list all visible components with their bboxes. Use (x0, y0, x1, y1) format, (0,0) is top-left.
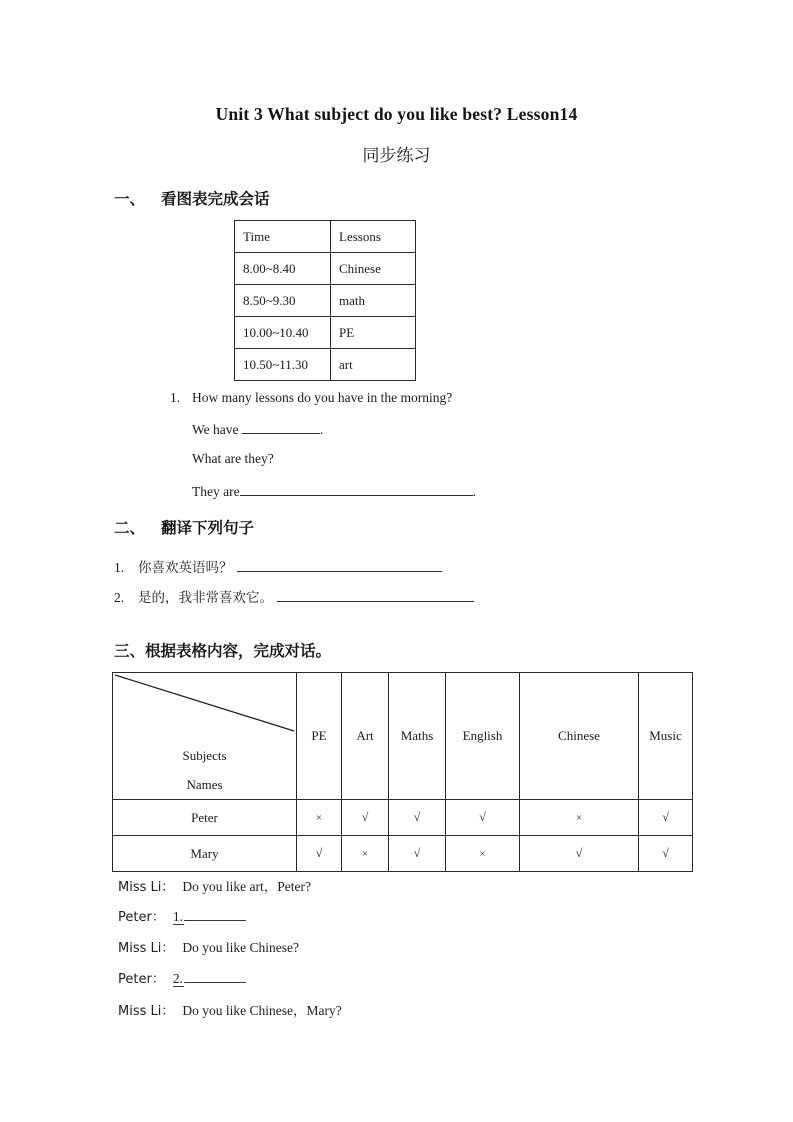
section-2-number: 二、 (114, 519, 146, 537)
section-3-title: 根据表格内容，完成对话。 (145, 642, 332, 660)
section-2-heading (114, 516, 254, 538)
section-1-heading (114, 187, 270, 209)
table-row (235, 349, 416, 381)
question-1-prompt: How many lessons do you have in the morning? (192, 390, 453, 405)
timetable-cell-time: 10.00~10.40 (235, 317, 331, 349)
grid-cell-peter-art: √ (342, 800, 389, 836)
grid-row-name-mary: Mary (113, 836, 297, 872)
dialogue-line-3 (118, 937, 299, 956)
dialogue-text: Do you like art，Peter? (182, 879, 311, 894)
question-2-prompt: What are they? (192, 451, 274, 466)
section-2-title: 翻译下列句子 (161, 519, 255, 537)
page-subtitle: 同步练习 (362, 146, 431, 166)
answer-2-line (192, 482, 476, 500)
dialogue-line-2 (118, 906, 246, 925)
grid-corner-cell (113, 673, 297, 800)
grid-header-chinese: Chinese (520, 673, 639, 800)
dialogue-answer-index: 2. (172, 971, 183, 986)
dialogue-line-1 (118, 875, 311, 895)
table-row (235, 253, 416, 285)
timetable-header-lessons: Lessons (331, 221, 416, 253)
grid-cell-mary-english: × (446, 836, 520, 872)
grid-cell-peter-music: √ (639, 800, 693, 836)
dialogue-text: Do you like Chinese，Mary? (182, 1003, 342, 1018)
grid-header-maths: Maths (389, 673, 446, 800)
table-header-row (113, 673, 693, 800)
dialogue-line-4 (118, 968, 246, 987)
grid-header-pe: PE (297, 673, 342, 800)
dialogue-speaker: Miss Li： (118, 941, 175, 956)
answer-1-suffix: . (319, 421, 324, 437)
translate-item-1-text: 你喜欢英语吗？ (138, 560, 233, 576)
translate-item-2-index: 2. (114, 590, 125, 605)
timetable-cell-time: 10.50~11.30 (235, 349, 331, 381)
grid-corner-label-subjects: Subjects (182, 748, 227, 763)
grid-cell-mary-chinese: √ (520, 836, 639, 872)
section-3-number: 三、 (114, 642, 146, 660)
grid-cell-mary-pe: √ (297, 836, 342, 872)
answer-2-prefix: They are (192, 483, 240, 499)
translate-item-2 (114, 586, 474, 606)
timetable-cell-lesson: Chinese (331, 253, 416, 285)
dialogue-text: Do you like Chinese? (182, 940, 299, 955)
dialogue-speaker: Peter： (118, 972, 165, 987)
translate-item-1 (114, 556, 442, 576)
dialogue-speaker: Miss Li： (118, 880, 175, 895)
grid-cell-peter-english: √ (446, 800, 520, 836)
section-1-number: 一、 (114, 190, 146, 208)
grid-header-english: English (446, 673, 520, 800)
grid-header-music: Music (639, 673, 693, 800)
translate-item-2-text: 是的，我非常喜欢它。 (138, 590, 273, 606)
grid-cell-mary-art: × (342, 836, 389, 872)
table-row (235, 317, 416, 349)
grid-cell-mary-maths: √ (389, 836, 446, 872)
dialogue-answer-blank-1[interactable] (184, 907, 246, 921)
answer-1-prefix: We have (192, 421, 239, 437)
grid-cell-mary-music: √ (639, 836, 693, 872)
timetable-cell-lesson: math (331, 285, 416, 317)
answer-1-blank[interactable] (242, 420, 320, 434)
page-title: Unit 3 What subject do you like best? Lesson14 (215, 104, 578, 124)
timetable-container (234, 220, 416, 381)
timetable-cell-time: 8.00~8.40 (235, 253, 331, 285)
dialogue-speaker: Miss Li： (118, 1004, 175, 1019)
timetable-header-time: Time (235, 221, 331, 253)
table-row (113, 800, 693, 836)
table-row (235, 221, 416, 253)
grid-corner-label-names: Names (186, 777, 223, 792)
dialogue-line-5 (118, 999, 342, 1019)
timetable (234, 220, 416, 381)
grid-row-name-peter: Peter (113, 800, 297, 836)
subject-grid (112, 672, 693, 872)
timetable-cell-lesson: art (331, 349, 416, 381)
timetable-cell-time: 8.50~9.30 (235, 285, 331, 317)
answer-2-suffix: . (472, 483, 476, 499)
table-row (235, 285, 416, 317)
translate-item-1-index: 1. (114, 560, 125, 575)
dialogue-speaker: Peter： (118, 910, 165, 925)
grid-cell-peter-chinese: × (520, 800, 639, 836)
subject-grid-container (112, 672, 693, 872)
translate-item-1-blank[interactable] (237, 558, 442, 572)
grid-cell-peter-maths: √ (389, 800, 446, 836)
answer-1-line (192, 420, 323, 438)
dialogue-answer-index: 1. (172, 909, 183, 924)
grid-header-art: Art (342, 673, 389, 800)
table-row (113, 836, 693, 872)
translate-item-2-blank[interactable] (277, 588, 474, 602)
question-1-number: 1. (170, 390, 181, 405)
grid-cell-peter-pe: × (297, 800, 342, 836)
section-3-heading (114, 639, 331, 661)
section-1-title: 看图表完成会话 (161, 190, 270, 208)
timetable-cell-lesson: PE (331, 317, 416, 349)
dialogue-answer-blank-2[interactable] (184, 969, 246, 983)
answer-2-blank[interactable] (240, 482, 473, 496)
